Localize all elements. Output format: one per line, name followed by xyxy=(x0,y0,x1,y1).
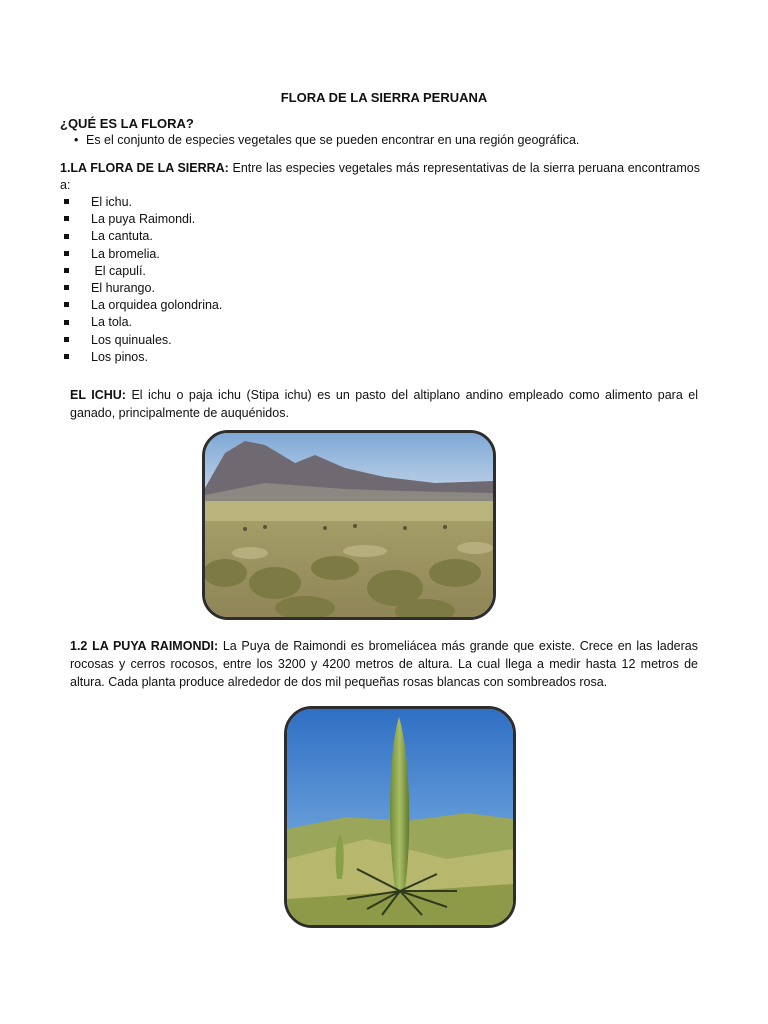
bullet-dot: • xyxy=(74,133,79,147)
list-item: El hurango. xyxy=(60,280,222,297)
square-bullet-icon xyxy=(64,337,69,342)
square-bullet-icon xyxy=(64,302,69,307)
list-item: La cantuta. xyxy=(60,228,222,245)
list-item: La bromelia. xyxy=(60,246,222,263)
ichu-text: El ichu o paja ichu (Stipa ichu) es un pasto del altiplano andino empleado como alimento para el ganado, principalmente de auquénidos. xyxy=(70,388,699,420)
question-bullet-text: Es el conjunto de especies vegetales que se pueden encontrar en una región geográfica. xyxy=(86,133,580,147)
list-item: Los quinuales. xyxy=(60,332,222,349)
square-bullet-icon xyxy=(64,285,69,290)
question-bullet xyxy=(74,133,579,147)
ichu-heading: EL ICHU: xyxy=(70,388,126,402)
puya-paragraph xyxy=(70,637,698,691)
puya-raimondi-image xyxy=(284,706,516,928)
list-item: La orquidea golondrina. xyxy=(60,297,222,314)
square-bullet-icon xyxy=(64,354,69,359)
page-title: FLORA DE LA SIERRA PERUANA xyxy=(280,90,488,105)
ichu-paragraph xyxy=(70,386,698,422)
square-bullet-icon xyxy=(64,320,69,325)
section-flora-sierra-heading: 1.LA FLORA DE LA SIERRA: xyxy=(60,161,229,175)
puya-text: La Puya de Raimondi es bromeliácea más grande que existe. Crece en las laderas rocosas y cerros rocosos, entre los 3200 y 4200 metros de altura. La cual llega a medir hasta 12 metros de altura. Cada planta produce alrededor de dos mil pequeñas rosas blancas con sombreados rosa. xyxy=(70,639,698,689)
puya-heading: 1.2 LA PUYA RAIMONDI: xyxy=(70,639,219,653)
ichu-landscape-image xyxy=(202,430,496,620)
list-item: El capulí. xyxy=(60,263,222,280)
square-bullet-icon xyxy=(64,216,69,221)
list-item: La tola. xyxy=(60,314,222,331)
list-item: El ichu. xyxy=(60,194,222,211)
list-item: Los pinos. xyxy=(60,349,222,366)
square-bullet-icon xyxy=(64,199,69,204)
species-list xyxy=(60,194,222,366)
section-flora-sierra-text: Entre las especies vegetales más representativas de la sierra peruana encontramos a: xyxy=(60,161,700,192)
square-bullet-icon xyxy=(64,268,69,273)
question-heading: ¿QUÉ ES LA FLORA? xyxy=(60,116,194,131)
list-item: La puya Raimondi. xyxy=(60,211,222,228)
section-flora-sierra xyxy=(60,160,700,194)
square-bullet-icon xyxy=(64,234,69,239)
square-bullet-icon xyxy=(64,251,69,256)
